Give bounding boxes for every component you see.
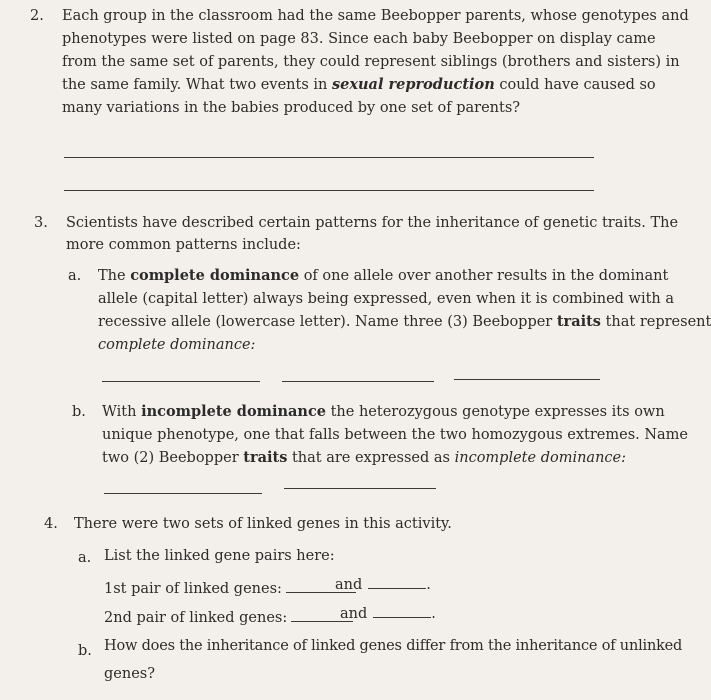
q4-line-1: There were two sets of linked genes in this activity. [74,516,452,532]
q2-line-1: Each group in the classroom had the same Beebopper parents, whose genotypes and [62,8,689,24]
q3b-line-1: With incomplete dominance the heterozygous genotype expresses its own [102,403,665,420]
q3a-line-3: recessive allele (lowercase letter). Name three (3) Beebopper traits that represent [98,313,711,330]
q3a-label: a. [68,268,82,284]
q2-line-2: phenotypes were listed on page 83. Since each baby Beebopper on display came [62,31,656,47]
q3a-line-4: complete dominance: [98,337,256,353]
q2-line-4: the same family. What two events in sexual reproduction could have caused so [62,76,656,93]
pair-2-gene-b-field[interactable] [373,616,431,618]
traits-term-b: traits [243,449,288,466]
q4b-line-2: genes? [104,666,155,682]
q3a-line-2: allele (capital letter) always being expressed, even when it is combined with a [98,291,675,307]
q3-line-1: Scientists have described certain patterns for the inheritance of genetic traits. The [66,215,679,231]
q4a-pair-2: 2nd pair of linked genes: [104,608,353,628]
q2-number: 2. [30,8,44,24]
q2-answer-line-2[interactable] [64,190,594,191]
q3b-line-2: unique phenotype, one that falls between the two homozygous extremes. Name [102,427,689,443]
q3a-answer-3[interactable] [454,379,600,380]
q2-line-3: from the same set of parents, they could represent siblings (brothers and sisters) in [62,54,680,70]
q3a-answer-1[interactable] [102,381,260,382]
q2-answer-line-1[interactable] [64,157,594,158]
q3b-answer-2[interactable] [284,488,436,489]
pair-1-gene-b-field[interactable] [368,587,426,589]
q4a-label: a. [78,550,92,566]
q3b-label: b. [72,404,86,420]
sexual-reproduction-emphasis: sexual reproduction [331,76,495,93]
q3b-line-3: two (2) Beebopper traits that are expressed as incomplete dominance: [102,449,626,466]
q4a-pair-1-and: and . [335,577,431,593]
q3a-line-1: The complete dominance of one allele over another results in the dominant [98,267,669,284]
q3-line-2: more common patterns include: [66,237,301,253]
q3b-answer-1[interactable] [104,493,262,494]
q4-number: 4. [44,516,58,532]
complete-dominance-term: complete dominance [130,267,300,284]
traits-term: traits [556,313,601,330]
q4b-label: b. [78,643,92,659]
q2-line-5: many variations in the babies produced by one set of parents? [62,100,521,116]
q3-number: 3. [34,215,48,231]
q4a-line-1: List the linked gene pairs here: [104,548,335,564]
q3a-answer-2[interactable] [282,381,434,382]
incomplete-dominance-term: incomplete dominance [141,403,326,420]
q4a-pair-1: 1st pair of linked genes: [104,579,356,599]
q4a-pair-2-and: and . [340,606,436,622]
q4b-line-1: How does the inheritance of linked genes differ from the inheritance of unlinked [104,638,683,654]
